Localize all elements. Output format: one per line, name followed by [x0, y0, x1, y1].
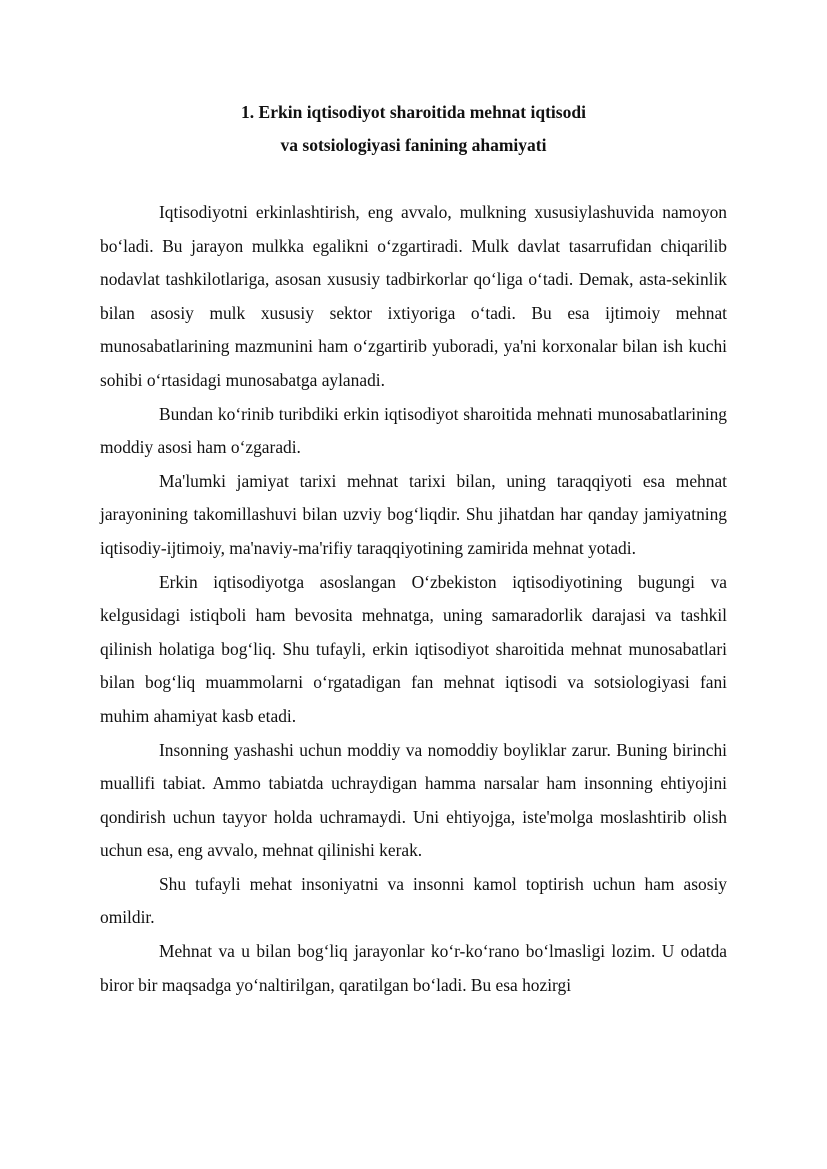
title-line-2: va sotsiologiyasi fanining ahamiyati	[280, 135, 547, 155]
paragraph: Shu tufayli mehat insoniyatni va insonni kamol toptirish uchun ham asosiy omildir.	[100, 873, 727, 928]
paragraph: Iqtisodiyotni erkinlashtirish, eng avvalo, mulkning xususiylashuvida namoyon bo‘ladi. Bu jarayon mulkka egalikni o‘zgartiradi. Mulk davlat tasarrufidan chiqarilib nodavlat tashkilotlariga, asosan xususiy tadbirkorlar qo‘liga o‘tadi. Demak, asta-sekinlik bilan asosiy mulk xususiy sektor ixtiyoriga o‘tadi. Bu esa ijtimoiy mehnat munosabatlarining mazmunini ham o‘zgartirib yuboradi, ya'ni korxonalar bilan ish kuchi sohibi o‘rtasidagi munosabatga aylanadi.	[100, 202, 727, 390]
paragraph: Insonning yashashi uchun moddiy va nomoddiy boyliklar zarur. Buning birinchi muallifi tabiat. Ammo tabiatda uchraydigan hamma narsalar ham insonning ehtiyojini qondirish uchun tayyor holda uchramaydi. Uni ehtiyojga, iste'molga moslashtirib olish uchun esa, eng avvalo, mehnat qilinishi kerak.	[100, 739, 727, 861]
paragraph: Erkin iqtisodiyotga asoslangan O‘zbekiston iqtisodiyotining bugungi va kelgusidagi istiqboli ham bevosita mehnatga, uning samaradorlik darajasi va tashkil qilinish holatiga bog‘liq. Shu tufayli, erkin iqtisodiyot sharoitida mehnat munosabatlari bilan bog‘liq muammolarni o‘rgatadigan fan mehnat iqtisodi va sotsiologiyasi fani muhim ahamiyat kasb etadi.	[100, 571, 727, 726]
paragraph: Bundan ko‘rinib turibdiki erkin iqtisodiyot sharoitida mehnati munosabatlarining moddiy asosi ham o‘zgaradi.	[100, 403, 727, 458]
title-line-1: 1. Erkin iqtisodiyot sharoitida mehnat iqtisodi	[241, 102, 586, 122]
paragraph: Mehnat va u bilan bog‘liq jarayonlar ko‘r-ko‘rano bo‘lmasligi lozim. U odatda biror bir maqsadga yo‘naltirilgan, qaratilgan bo‘ladi. Bu esa hozirgi	[100, 941, 727, 995]
document-title	[100, 96, 727, 162]
document-body	[100, 196, 727, 1002]
paragraph: Ma'lumki jamiyat tarixi mehnat tarixi bilan, uning taraqqiyoti esa mehnat jarayonining takomillashuvi bilan uzviy bog‘liqdir. Shu jihatdan har qanday jamiyatning iqtisodiy-ijtimoiy, ma'naviy-ma'rifiy taraqqiyotining zamirida mehnat yotadi.	[100, 470, 727, 558]
